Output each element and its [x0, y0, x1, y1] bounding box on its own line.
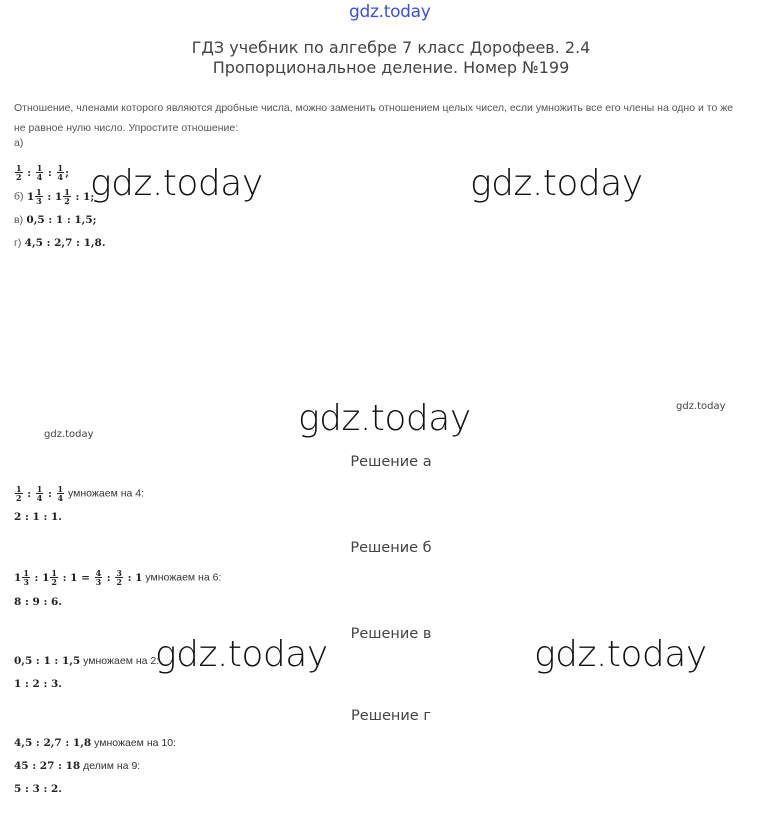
task-item-g: г) 4,5 : 2,7 : 1,8. — [14, 237, 106, 249]
solution-v-heading: Решение в — [350, 626, 432, 642]
solution-a-result: 2 : 1 : 1. — [14, 511, 62, 523]
watermark-text: gdz.today — [90, 163, 263, 204]
task-item-a-label: а) — [14, 137, 24, 149]
page-title-line1: ГДЗ учебник по алгебре 7 класс Дорофеев. 2.4 — [191, 38, 591, 57]
solution-g-heading: Решение г — [351, 708, 431, 724]
solution-g-result: 5 : 3 : 2. — [14, 783, 62, 795]
solution-a-heading: Решение а — [350, 454, 432, 470]
watermark-small: gdz.today — [44, 429, 94, 440]
task-item-a-expr: $\frac{1}{2}$ : $\frac{1}{4}$ : $\frac{1}{4}$ ; — [16, 163, 69, 182]
watermark-small: gdz.today — [676, 401, 726, 412]
watermark-text: gdz.today — [298, 398, 471, 439]
task-text-line1: Отношение, членами которого являются дробные числа, можно заменить отношением целых чисел, если умножить все его члены на одно и то же — [14, 102, 734, 114]
page-title — [0, 38, 782, 78]
solution-b-step1: 1 $\frac{1}{3}$ : 1 $\frac{1}{2}$ : 1 = $\frac{4}{3}$ : $\frac{3}{2}$ : 1 умножаем на 6: — [14, 568, 222, 587]
solution-g-step1: 4,5 : 2,7 : 1,8 умножаем на 10: — [14, 737, 176, 749]
solution-v-step1: 0,5 : 1 : 1,5 умножаем на 2: — [14, 655, 160, 667]
solution-g-step2: 45 : 27 : 18 делим на 9: — [14, 760, 141, 772]
solution-a-step1: $\frac{1}{2}$ : $\frac{1}{4}$ : $\frac{1}{4}$ умножаем на 4: — [16, 484, 145, 503]
solution-v-result: 1 : 2 : 3. — [14, 678, 62, 690]
site-logo[interactable]: gdz.today — [349, 2, 431, 22]
watermark-text: gdz.today — [470, 163, 643, 204]
page-title-line2: Пропорциональное деление. Номер №199 — [212, 58, 570, 77]
task-item-b: б) 1 $\frac{1}{3}$ : 1 $\frac{1}{2}$ : 1; — [14, 187, 95, 206]
watermark-text: gdz.today — [155, 634, 328, 675]
solution-b-result: 8 : 9 : 6. — [14, 596, 62, 608]
solution-b-heading: Решение б — [350, 540, 432, 556]
watermark-text: gdz.today — [534, 634, 707, 675]
task-statement — [14, 98, 733, 138]
task-item-v: в) 0,5 : 1 : 1,5; — [14, 214, 97, 226]
task-text-line2: не равное нулю число. Упростите отношение: — [14, 122, 239, 134]
